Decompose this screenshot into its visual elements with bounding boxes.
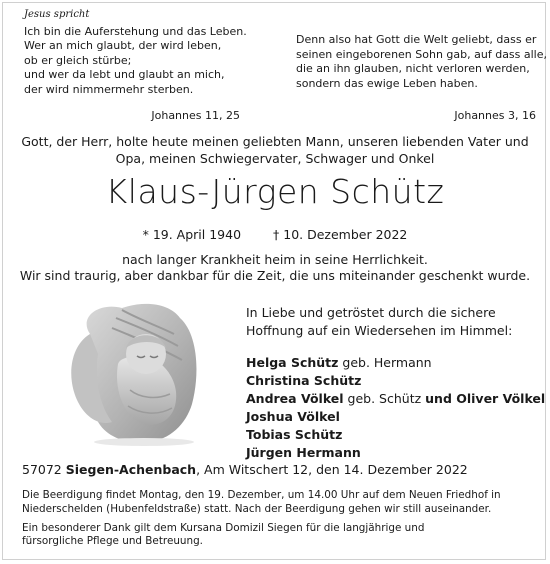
member-maiden-name: geb. Schütz <box>343 391 426 406</box>
family-member <box>246 354 546 372</box>
verse-line: Ich bin die Auferstehung und das Leben. <box>24 24 247 38</box>
place-and-date <box>22 462 542 477</box>
city: Siegen-Achenbach <box>65 462 197 477</box>
member-name: Joshua Völkel <box>246 409 340 424</box>
death-date: † 10. Dezember 2022 <box>273 227 408 242</box>
verse-left <box>24 8 274 98</box>
member-maiden-name: geb. Hermann <box>338 355 432 370</box>
hope-text <box>246 304 536 340</box>
thanks-line: fürsorgliche Pflege und Betreuung. <box>22 535 203 548</box>
verse-line: und wer da lebt und glaubt an mich, <box>24 68 225 82</box>
family-member <box>246 408 546 426</box>
verse-line: Wer an mich glaubt, der wird leben, <box>24 39 222 53</box>
deceased-name: Klaus-Jürgen Schütz <box>105 172 445 211</box>
member-partner: und Oliver Völkel <box>425 391 546 406</box>
hope-line: In Liebe und getröstet durch die sichere <box>246 305 496 320</box>
verse-line: ob er gleich stürbe; <box>24 53 132 67</box>
message-line: nach langer Krankheit heim in seine Herrlichkeit. <box>122 252 428 267</box>
verse-line: die an ihn glauben, nicht verloren werden, <box>296 62 530 76</box>
family-member <box>246 372 546 390</box>
verse-line: der wird nimmermehr sterben. <box>24 82 194 96</box>
thanks-line: Ein besonderer Dank gilt dem Kursana Domizil Siegen für die langjährige und <box>22 521 425 534</box>
verse-line: Denn also hat Gott die Welt geliebt, dass er <box>296 33 537 46</box>
birth-date: * 19. April 1940 <box>142 227 242 242</box>
funeral-info-line: Niederschelden (Hubenfeldstraße) statt. Nach der Beerdigung gehen wir still auseinander. <box>22 502 492 515</box>
member-name: Tobias Schütz <box>246 427 343 442</box>
member-name: Andrea Völkel <box>246 391 344 406</box>
verse-heading: Jesus spricht <box>24 9 90 20</box>
footer-notes <box>22 489 532 549</box>
funeral-info-line: Die Beerdigung findet Montag, den 19. Dezember, um 14.00 Uhr auf dem Neuen Friedhof in <box>22 489 501 501</box>
verse-right-reference: Johannes 3, 16 <box>454 109 536 122</box>
intro-text <box>0 133 550 167</box>
family-list <box>246 354 546 462</box>
family-member <box>246 444 546 462</box>
verse-line: seinen eingeborenen Sohn gab, auf dass alle, <box>296 47 548 61</box>
family-member <box>246 426 546 444</box>
hands-holding-child-figure <box>60 294 210 446</box>
member-name: Christina Schütz <box>246 373 362 388</box>
zip-code: 57072 <box>22 462 66 477</box>
family-member <box>246 390 546 408</box>
verse-left-reference: Johannes 11, 25 <box>151 109 240 122</box>
member-name: Helga Schütz <box>246 355 339 370</box>
verse-line: sondern das ewige Leben haben. <box>296 76 478 90</box>
intro-line: Gott, der Herr, holte heute meinen geliebten Mann, unseren liebenden Vater und <box>21 134 529 149</box>
verse-right <box>296 33 548 91</box>
message-line: Wir sind traurig, aber dankbar für die Zeit, die uns miteinander geschenkt wurde. <box>19 268 531 283</box>
intro-line: Opa, meinen Schwiegervater, Schwager und Onkel <box>115 151 435 166</box>
member-name: Jürgen Hermann <box>246 445 361 460</box>
life-dates <box>0 227 550 242</box>
address-date: , Am Witschert 12, den 14. Dezember 2022 <box>196 462 468 477</box>
mourning-message <box>0 252 550 284</box>
hope-line: Hoffnung auf ein Wiedersehen im Himmel: <box>246 323 513 338</box>
